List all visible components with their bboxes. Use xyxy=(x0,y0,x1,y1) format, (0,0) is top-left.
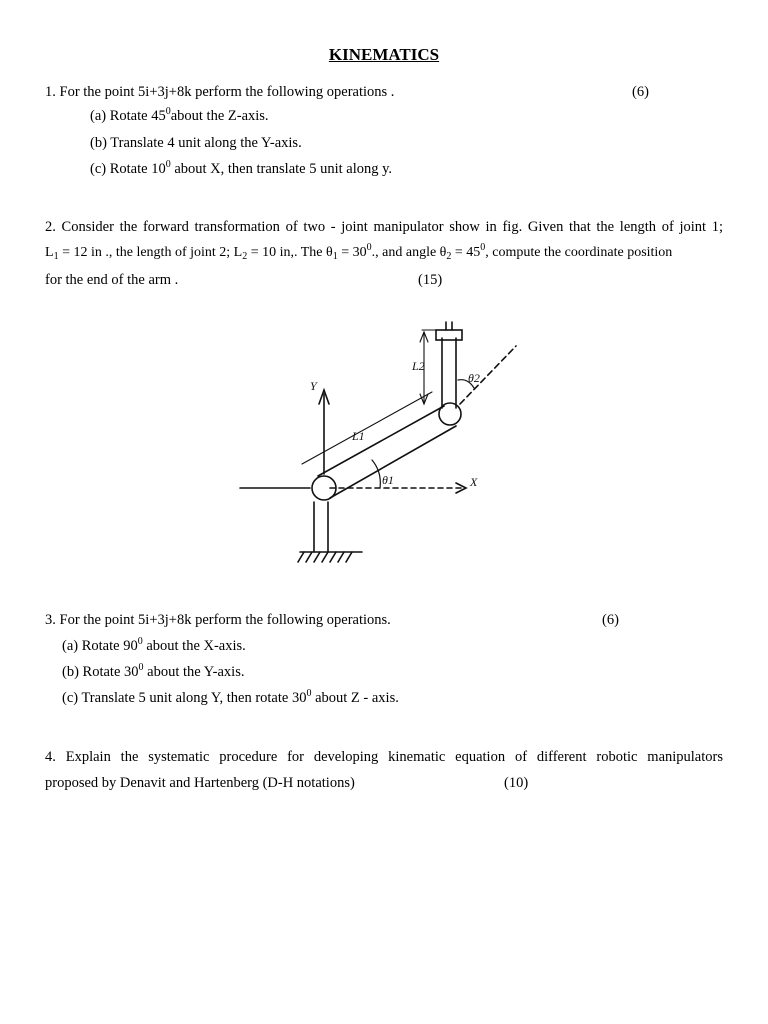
degree-sup: 0 xyxy=(165,159,171,170)
q3-part-a-text-end: about the X-axis. xyxy=(142,638,246,654)
y-label: Y xyxy=(310,379,317,393)
q1-part-b: (b) Translate 4 unit along the Y-axis. xyxy=(90,135,302,151)
q2-text: = 30 xyxy=(337,245,367,260)
q1-part-a-text-end: about the Z-axis. xyxy=(170,108,269,124)
x-label: X xyxy=(470,475,478,489)
q3-part-c xyxy=(62,688,399,706)
q3-part-c-text: (c) Translate 5 unit along Y, then rotate 30 xyxy=(62,690,307,706)
q3-part-b-text: (b) Rotate 30 xyxy=(62,664,139,680)
link-1 xyxy=(318,406,444,476)
q1-marks: (6) xyxy=(632,84,649,100)
degree-sup: 0 xyxy=(366,242,372,253)
subscript: 2 xyxy=(446,251,452,262)
q2-line-3: for the end of the arm . xyxy=(45,272,179,288)
page-title: KINEMATICS xyxy=(328,45,440,64)
q3-part-a xyxy=(62,636,246,654)
q2-text: = 45 xyxy=(451,245,481,260)
q1-stem: 1. For the point 5i+3j+8k perform the following operations . xyxy=(45,84,395,100)
l1-label: L1 xyxy=(352,429,365,443)
q3-part-a-text: (a) Rotate 90 xyxy=(62,638,138,654)
q4-marks: (10) xyxy=(504,775,529,791)
q3-stem: 3. For the point 5i+3j+8k perform the following operations. xyxy=(45,612,391,628)
q1-part-c-text: (c) Rotate 10 xyxy=(90,161,166,177)
subscript: 1 xyxy=(332,251,338,262)
q4-line-1: 4. Explain the systematic procedure for developing kinematic equation of different robotic manipulators xyxy=(45,749,723,765)
q2-text: = 12 in ., the length of joint 2; L xyxy=(58,245,243,260)
q2-line-2 xyxy=(45,242,673,262)
degree-sup: 0 xyxy=(480,242,486,253)
q3-part-b-text-end: about the Y-axis. xyxy=(143,664,245,680)
q1-part-a xyxy=(90,106,269,124)
q2-marks: (15) xyxy=(418,272,443,288)
q1-part-c xyxy=(90,159,393,177)
degree-sup: 0 xyxy=(138,662,144,673)
theta2-label: θ2 xyxy=(468,371,480,385)
subscript: 2 xyxy=(242,251,248,262)
degree-sup: 0 xyxy=(165,106,171,117)
subscript: 1 xyxy=(53,251,59,262)
q2-text: , compute the coordinate position xyxy=(485,245,673,260)
q2-line-1: 2. Consider the forward transformation of two - joint manipulator show in fig. Given that the length of joint 1; xyxy=(45,219,723,235)
end-effector xyxy=(436,330,462,340)
q2-text: = 10 in,. The θ xyxy=(247,245,333,260)
q2-l1-label: L xyxy=(45,245,54,260)
q1-part-c-text-end: about X, then translate 5 unit along y. xyxy=(170,161,393,177)
q3-part-c-text-end: about Z - axis. xyxy=(311,690,399,706)
l2-label: L2 xyxy=(412,359,425,373)
manipulator-diagram xyxy=(232,300,532,582)
q4-line-2: proposed by Denavit and Hartenberg (D-H notations) xyxy=(45,775,355,791)
degree-sup: 0 xyxy=(306,688,312,699)
q2-text: ., and angle θ xyxy=(371,245,447,260)
manipulator-figure xyxy=(232,300,532,582)
q3-part-b xyxy=(62,662,245,680)
q3-marks: (6) xyxy=(602,612,619,628)
q1-part-a-text: (a) Rotate 45 xyxy=(90,108,166,124)
theta1-label: θ1 xyxy=(382,473,394,487)
degree-sup: 0 xyxy=(137,636,143,647)
